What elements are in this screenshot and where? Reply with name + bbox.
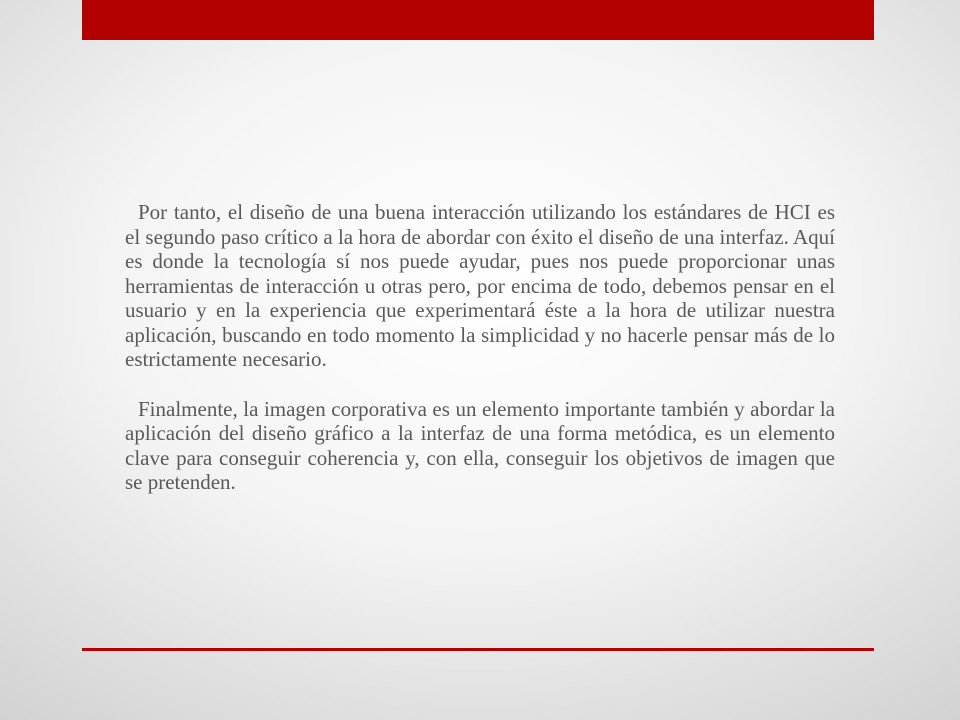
bottom-accent-rule xyxy=(82,648,874,651)
paragraph-1: Por tanto, el diseño de una buena interacción utilizando los estándares de HCI es el segundo paso crítico a la hora de abordar con éxito el diseño de una interfaz. Aquí es donde la tecnología sí nos puede ayudar, pues nos puede proporcionar unas herramientas de interacción u otras pero, por encima de todo, debemos pensar en el usuario y en la experiencia que experimentará éste a la hora de utilizar nuestra aplicación, buscando en todo momento la simplicidad y no hacerle pensar más de lo estrictamente necesario. xyxy=(125,200,835,371)
paragraph-2: Finalmente, la imagen corporativa es un elemento importante también y abordar la aplicación del diseño gráfico a la interfaz de una forma metódica, es un elemento clave para conseguir coherencia y, con ella, conseguir los objetivos de imagen que se pretenden. xyxy=(125,396,835,494)
slide-body xyxy=(125,200,835,495)
top-accent-band xyxy=(82,0,874,40)
